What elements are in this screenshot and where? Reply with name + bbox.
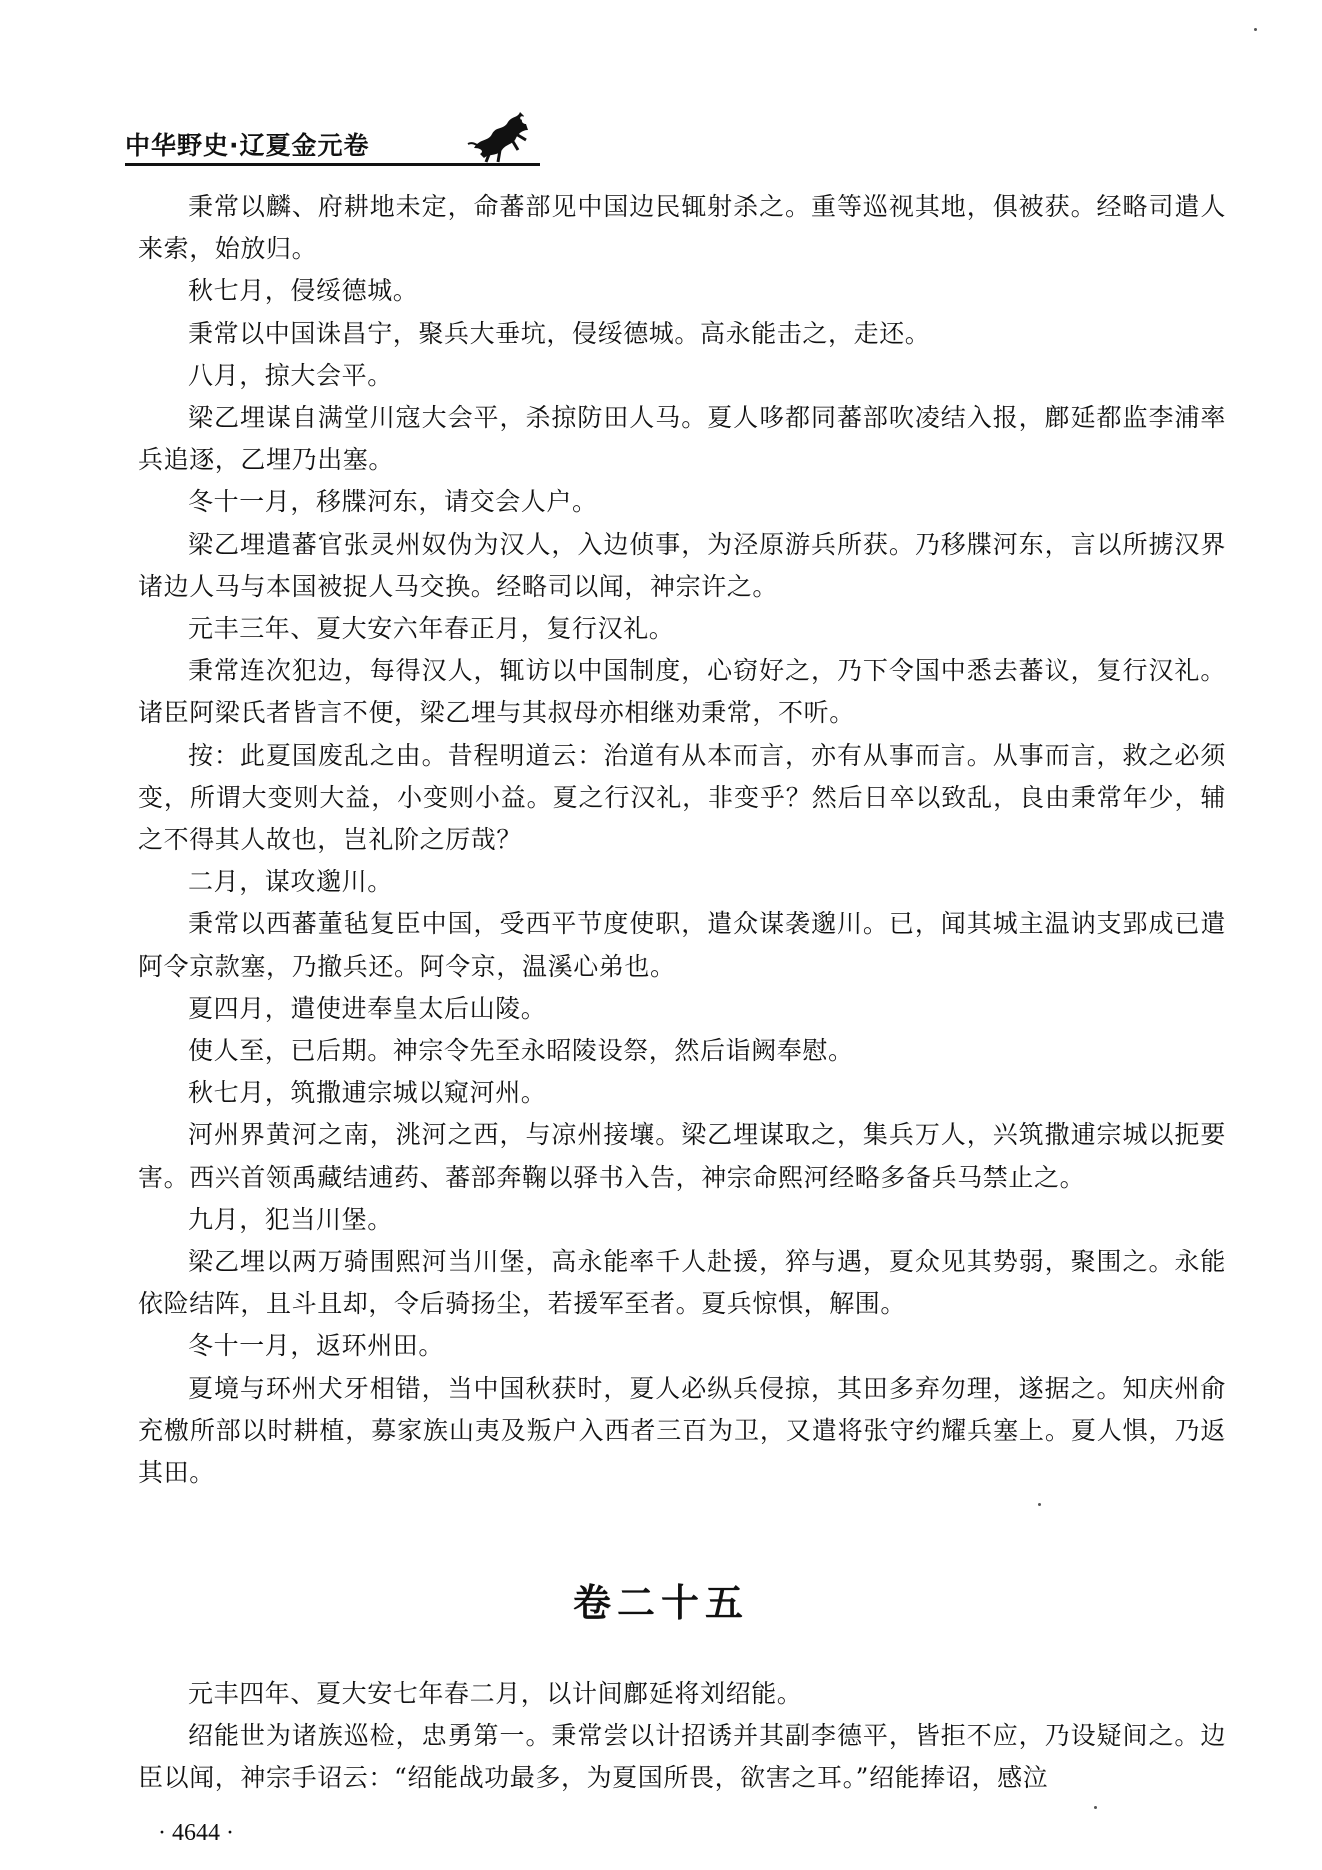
- main-text: [138, 186, 1226, 1494]
- paragraph: 元丰四年、夏大安七年春二月，以计间鄜延将刘绍能。: [188, 1679, 803, 1708]
- paragraph: 九月，犯当川堡。: [188, 1204, 393, 1234]
- paragraph: 八月，掠大会平。: [188, 360, 393, 390]
- header-rule: [125, 163, 540, 166]
- paragraph: 使人至，已后期。神宗令先至永昭陵设祭，然后诣阙奉慰。: [188, 1036, 854, 1066]
- paragraph: 元丰三年、夏大安六年春正月，复行汉礼。: [188, 614, 675, 644]
- scan-speck: [1038, 1503, 1041, 1506]
- paragraph: 梁乙埋遣蕃官张灵州奴伪为汉人，入边侦事，为泾原游兵所获。乃移牒河东，言以所掳汉界诸边人马与本国被捉人马交换。经略司以闻，神宗许之。: [138, 529, 1226, 601]
- paragraph: 梁乙埋谋自满堂川寇大会平，杀掠防田人马。夏人哆都同蕃部吹凌结入报，鄜延都监李浦率兵追逐，乙埋乃出塞。: [138, 403, 1226, 475]
- paragraph: 秉常以麟、府耕地未定，命蕃部见中国边民辄射杀之。重等巡视其地，俱被获。经略司遣人来索，始放归。: [138, 192, 1226, 264]
- paragraph: 二月，谋攻邈川。: [188, 867, 393, 897]
- paragraph: 秉常以中国诛昌宁，聚兵大垂坑，侵绥德城。高永能击之，走还。: [188, 318, 931, 348]
- scan-speck: [1254, 28, 1257, 31]
- paragraph: 秋七月，筑撒逋宗城以窥河州。: [188, 1078, 547, 1108]
- chapter-text: [138, 1673, 1226, 1800]
- paragraph: 夏四月，遣使进奉皇太后山陵。: [188, 993, 547, 1023]
- paragraph: 秉常连次犯边，每得汉人，辄访以中国制度，心窃好之，乃下令国中悉去蕃议，复行汉礼。诸臣阿梁氏者皆言不便，梁乙埋与其叔母亦相继劝秉常，不听。: [138, 656, 1226, 728]
- dragon-emblem-icon: [466, 108, 536, 164]
- paragraph: 梁乙埋以两万骑围熙河当川堡，高永能率千人赴援，猝与遇，夏众见其势弱，聚围之。永能依险结阵，且斗且却，令后骑扬尘，若援军至者。夏兵惊惧，解围。: [138, 1247, 1226, 1319]
- paragraph: 冬十一月，移牒河东，请交会人户。: [188, 487, 598, 517]
- page-number: · 4644 ·: [158, 1820, 234, 1846]
- paragraph: 秉常以西蕃董毡复臣中国，受西平节度使职，遣众谋袭邈川。已，闻其城主温讷支郢成已遣阿令京款塞，乃撤兵还。阿令京，温溪心弟也。: [138, 909, 1226, 981]
- paragraph: 河州界黄河之南，洮河之西，与凉州接壤。梁乙埋谋取之，集兵万人，兴筑撒逋宗城以扼要害。西兴首领禹藏结逋药、蕃部奔鞠以驿书入告，神宗命熙河经略多备兵马禁止之。: [138, 1120, 1226, 1192]
- paragraph: 冬十一月，返环州田。: [188, 1331, 445, 1361]
- chapter-title: 卷二十五: [572, 1581, 749, 1625]
- scan-speck: [1094, 1806, 1097, 1809]
- paragraph: 按：此夏国废乱之由。昔程明道云：治道有从本而言，亦有从事而言。从事而言，救之必须变，所谓大变则大益，小变则小益。夏之行汉礼，非变乎？然后日卒以致乱，良由秉常年少，辅之不得其人故也，岂礼阶之厉哉？: [138, 740, 1226, 855]
- header-title: 中华野史·辽夏金元卷: [125, 131, 370, 160]
- paragraph: 绍能世为诸族巡检，忠勇第一。秉常尝以计招诱并其副李德平，皆拒不应，乃设疑间之。边臣以闻，神宗手诏云：“绍能战功最多，为夏国所畏，欲害之耳。”绍能捧诏，感泣: [138, 1721, 1226, 1793]
- paragraph: 夏境与环州犬牙相错，当中国秋获时，夏人必纵兵侵掠，其田多弃勿理，遂据之。知庆州俞充檄所部以时耕植，募家族山夷及叛户入西者三百为卫，又遣将张守约耀兵塞上。夏人惧，乃返其田。: [138, 1373, 1226, 1488]
- paragraph: 秋七月，侵绥德城。: [188, 276, 419, 306]
